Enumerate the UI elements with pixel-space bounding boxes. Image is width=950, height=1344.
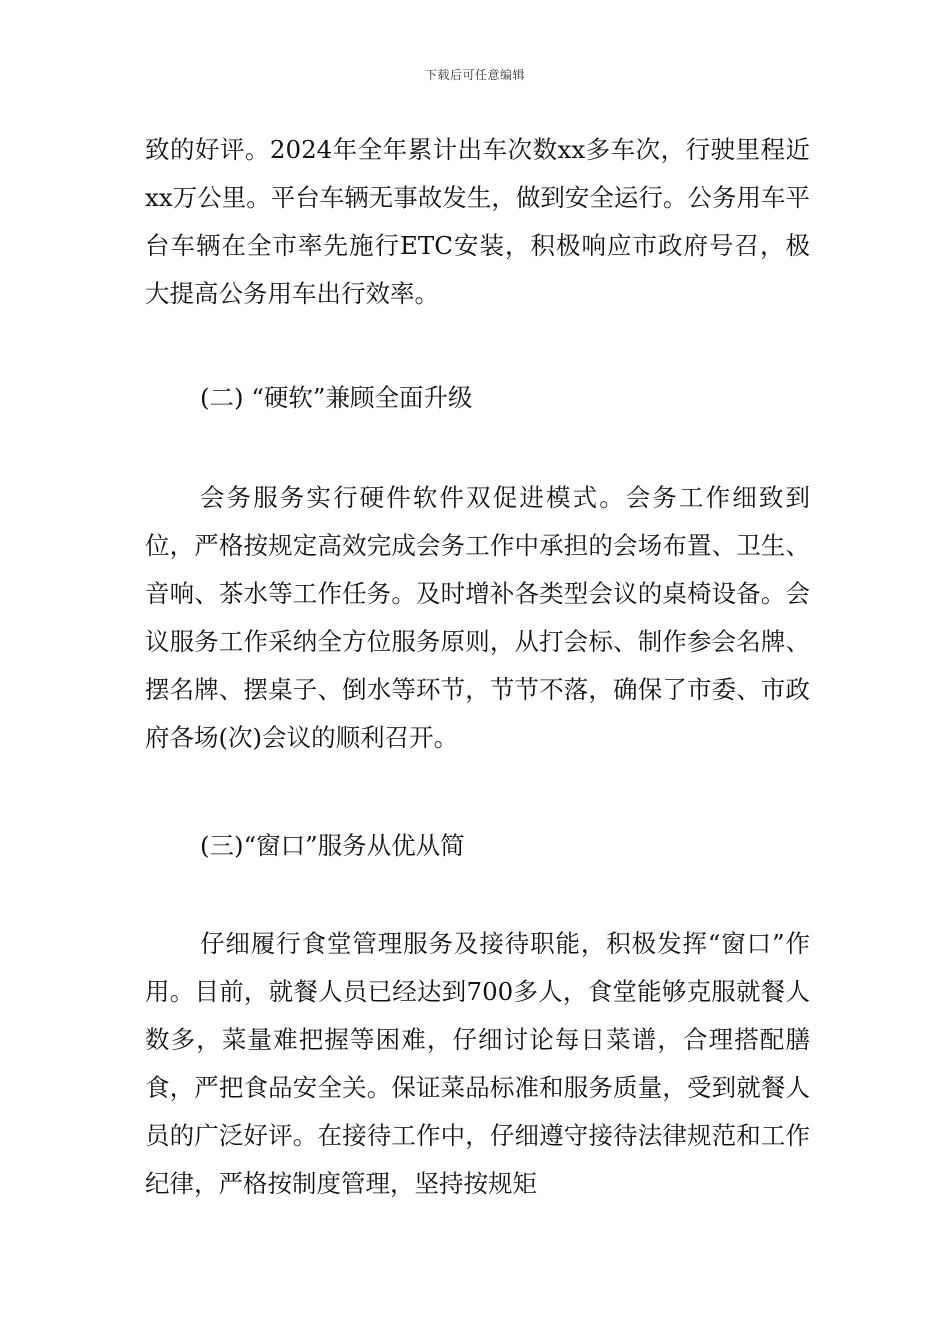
paragraph-canteen-service: 仔细履行食堂管理服务及接待职能，积极发挥“窗口”作用。目前，就餐人员已经达到700多人，食堂能够克服就餐人数多，菜量难把握等困难，仔细讨论每日菜谱，合理搭配膳食，严把食品安全关。保证菜品标准和服务质量，受到就餐人员的广泛好评。在接待工作中，仔细遵守接待法律规范和工作纪律，严格按制度管理，坚持按规矩	[145, 929, 810, 1198]
paragraph-meeting-service: 会务服务实行硬件软件双促进模式。会务工作细致到位，严格按规定高效完成会务工作中承担的会场布置、卫生、音响、茶水等工作任务。及时增补各类型会议的桌椅设备。会议服务工作采纳全方位服务原则，从打会标、制作参会名牌、摆名牌、摆桌子、倒水等环节，节节不落，确保了市委、市政府各场(次)会议的顺利召开。	[145, 483, 810, 752]
paragraph-vehicle-service: 致的好评。2024年全年累计出车次数xx多车次，行驶里程近xx万公里。平台车辆无事故发生，做到安全运行。公务用车平台车辆在全市率先施行ETC安装，积极响应市政府号召，极大提高公务用车出行效率。	[145, 135, 810, 308]
section-heading-2: (二) “硬软”兼顾全面升级	[200, 383, 473, 412]
header-note: 下载后可任意编辑	[424, 68, 525, 82]
section-heading-3: (三)“窗口”服务从优从简	[200, 831, 465, 860]
